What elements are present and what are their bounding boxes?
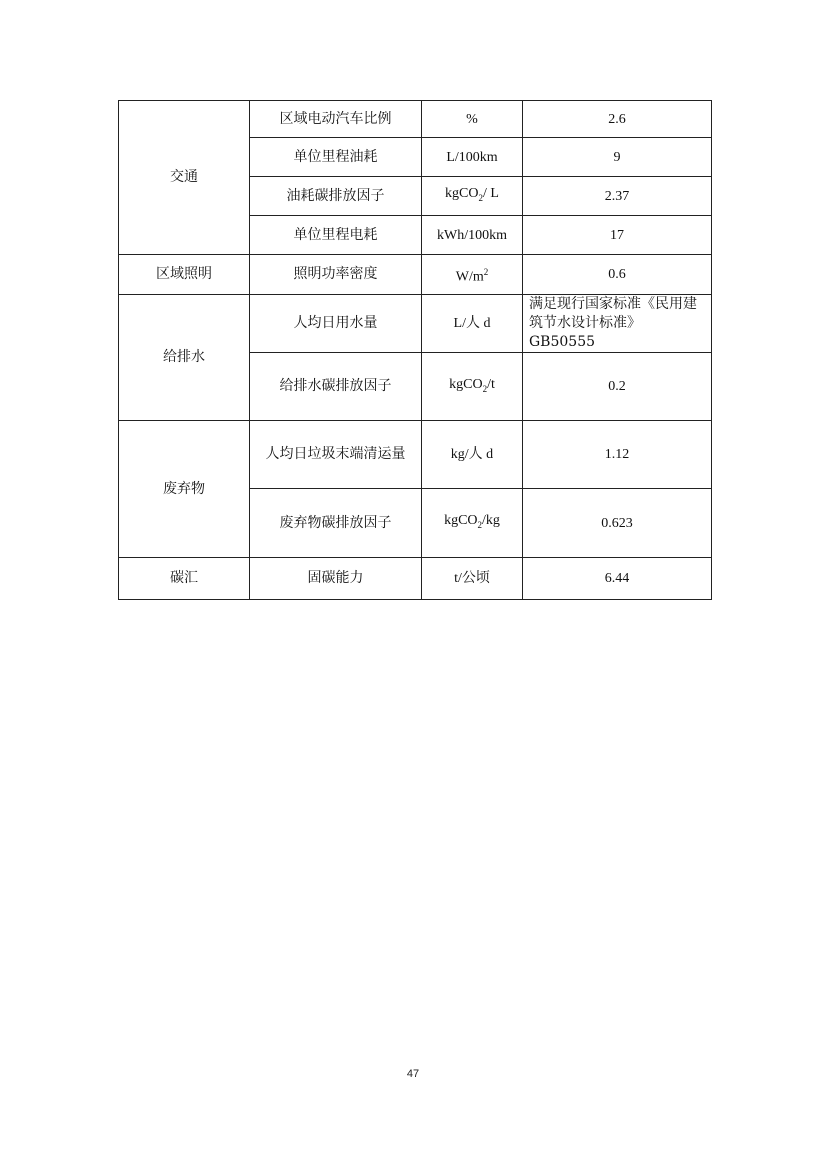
- indicator-table: [118, 100, 712, 600]
- table-row: [119, 101, 712, 138]
- unit-cell: kWh/100km: [422, 216, 523, 255]
- unit-cell: L/人 d: [422, 295, 523, 353]
- table-row: [119, 421, 712, 489]
- unit-subscript: 2: [478, 192, 483, 203]
- unit-suffix: /t: [487, 376, 495, 392]
- unit-cell: kg/人 d: [422, 421, 523, 489]
- category-cell: 交通: [119, 101, 250, 255]
- value-cell: 1.12: [523, 421, 712, 489]
- value-cell: 17: [523, 216, 712, 255]
- unit-cell: %: [422, 101, 523, 138]
- category-cell: 碳汇: [119, 558, 250, 600]
- unit-prefix: kgCO: [444, 513, 478, 529]
- item-cell: 固碳能力: [250, 558, 422, 600]
- item-cell: 废弃物碳排放因子: [250, 489, 422, 558]
- item-cell: 人均日用水量: [250, 295, 422, 353]
- table-row: [119, 558, 712, 600]
- table-row: [119, 295, 712, 353]
- item-cell: 单位里程油耗: [250, 138, 422, 177]
- unit-suffix: / L: [483, 186, 499, 202]
- item-cell: 区域电动汽车比例: [250, 101, 422, 138]
- unit-suffix: /kg: [482, 513, 500, 529]
- unit-prefix: W/m: [455, 269, 484, 285]
- unit-prefix: kgCO: [445, 186, 479, 202]
- unit-cell: [422, 255, 523, 295]
- unit-cell: L/100km: [422, 138, 523, 177]
- table-row: [119, 255, 712, 295]
- value-cell: 0.623: [523, 489, 712, 558]
- item-cell: 人均日垃圾末端清运量: [250, 421, 422, 489]
- value-line: 筑节水设计标准》GB50555: [529, 315, 641, 350]
- value-cell: 2.6: [523, 101, 712, 138]
- value-cell: 0.6: [523, 255, 712, 295]
- value-cell: 0.2: [523, 353, 712, 421]
- item-cell: 照明功率密度: [250, 255, 422, 295]
- unit-subscript: 2: [482, 383, 488, 394]
- unit-cell: [422, 177, 523, 216]
- unit-cell: [422, 489, 523, 558]
- category-cell: 给排水: [119, 295, 250, 421]
- category-cell: 区域照明: [119, 255, 250, 295]
- unit-prefix: kgCO: [449, 376, 483, 392]
- item-cell: 给排水碳排放因子: [250, 353, 422, 421]
- page-number: 47: [406, 1068, 420, 1080]
- value-cell: [523, 295, 712, 353]
- value-cell: 6.44: [523, 558, 712, 600]
- unit-subscript: 2: [477, 519, 483, 530]
- unit-cell: [422, 353, 523, 421]
- category-cell: 废弃物: [119, 421, 250, 558]
- item-cell: 单位里程电耗: [250, 216, 422, 255]
- value-line: 满足现行国家标准《民用建: [529, 296, 697, 312]
- value-cell: 2.37: [523, 177, 712, 216]
- unit-superscript: 2: [483, 266, 489, 277]
- item-cell: 油耗碳排放因子: [250, 177, 422, 216]
- value-cell: 9: [523, 138, 712, 177]
- unit-cell: t/公顷: [422, 558, 523, 600]
